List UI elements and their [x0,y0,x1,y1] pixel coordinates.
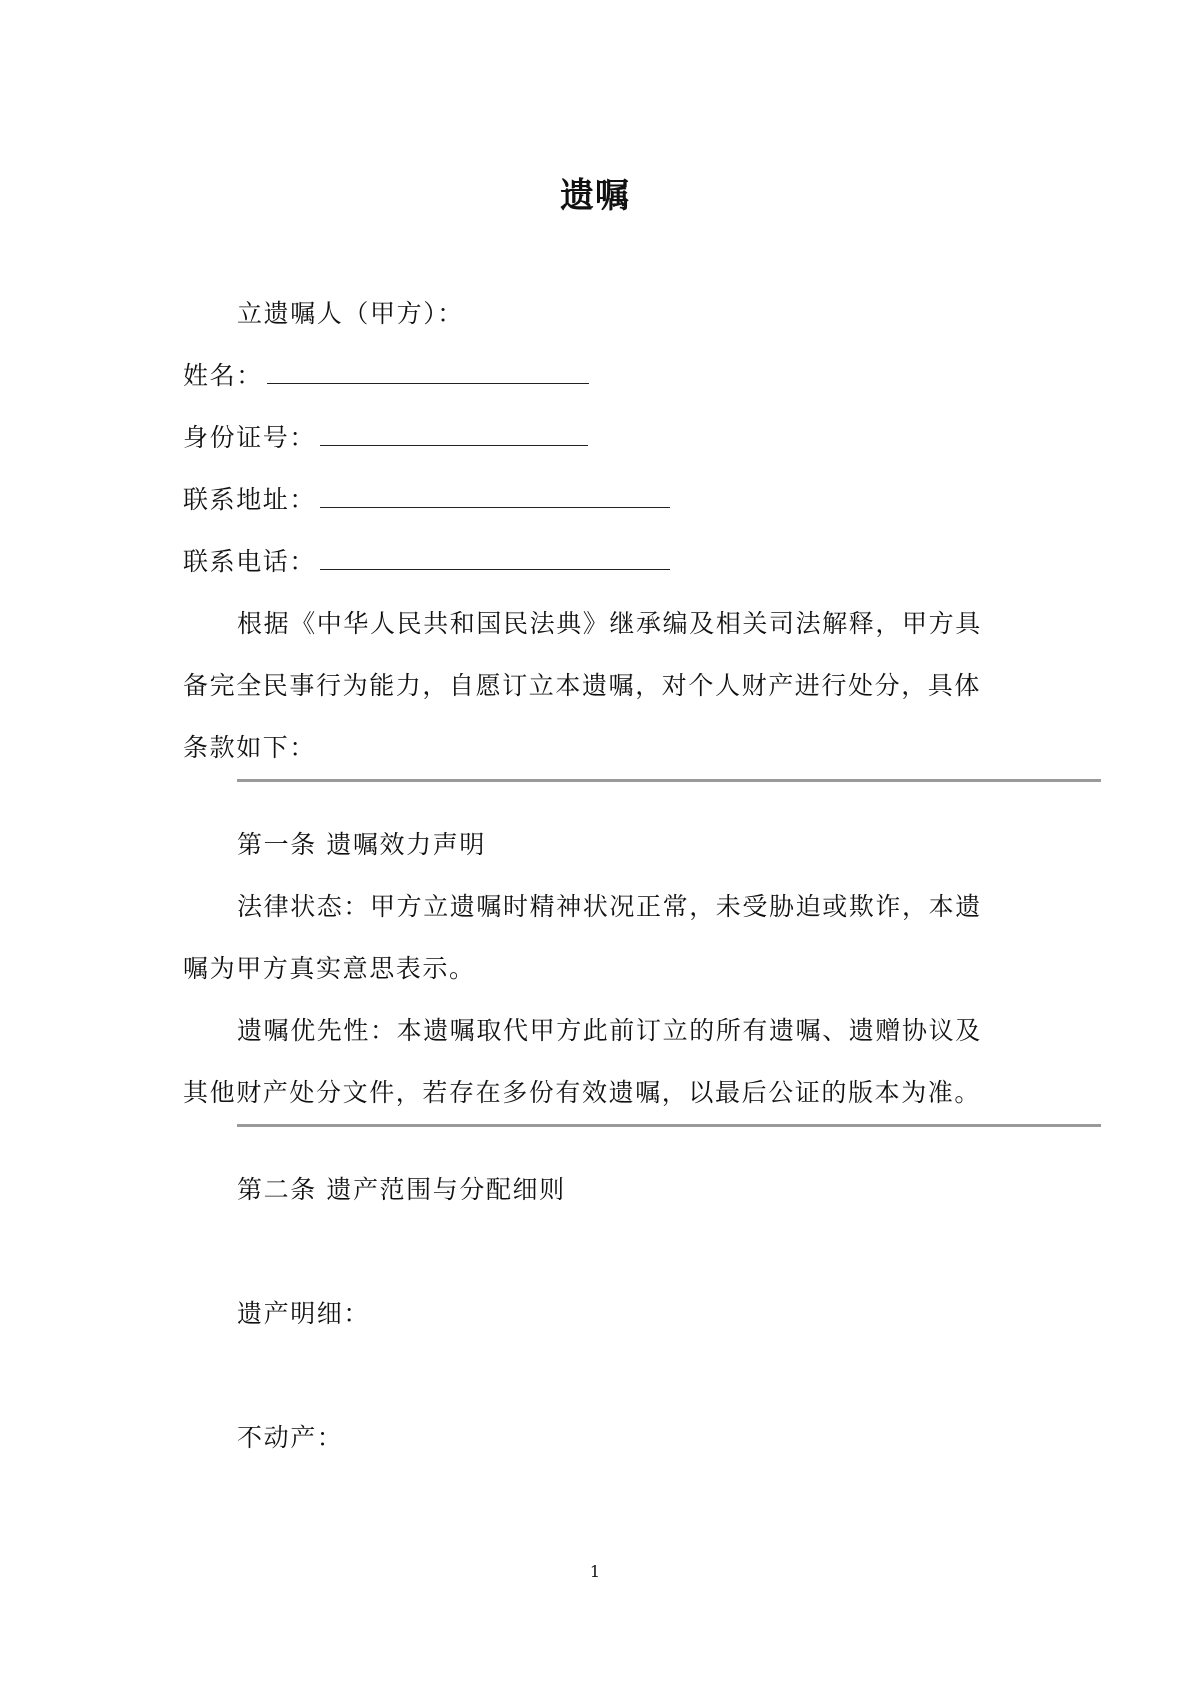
real-estate-label: 不动产： [237,1423,344,1452]
section-divider-2 [237,1124,1101,1127]
phone-field [183,546,670,578]
name-label: 姓名： [183,361,263,390]
address-field [183,484,670,516]
phone-label: 联系电话： [183,547,317,576]
page-number: 1 [589,1562,601,1581]
estate-details-label: 遗产明细： [237,1299,371,1328]
address-label: 联系地址： [183,485,317,514]
article1-p1-line1: 法律状态：甲方立遗嘱时精神状况正常，未受胁迫或欺诈，本遗 [237,892,982,921]
address-blank-line[interactable] [320,485,670,508]
name-field [183,360,589,392]
intro-line-3: 条款如下： [183,733,317,762]
article1-p2-line1: 遗嘱优先性：本遗嘱取代甲方此前订立的所有遗嘱、遗赠协议及 [237,1016,982,1045]
intro-line-2: 备完全民事行为能力，自愿订立本遗嘱，对个人财产进行处分，具体 [183,671,982,700]
id-field [183,422,588,454]
phone-blank-line[interactable] [320,547,670,570]
article1-p1-line2: 嘱为甲方真实意思表示。 [183,954,476,983]
intro-line-1: 根据《中华人民共和国民法典》继承编及相关司法解释，甲方具 [237,609,982,638]
id-label: 身份证号： [183,423,317,452]
document-title: 遗嘱 [560,176,630,216]
testator-heading: 立遗嘱人（甲方）： [237,299,464,328]
id-blank-line[interactable] [320,423,588,446]
article1-heading: 第一条 遗嘱效力声明 [237,830,486,859]
article2-heading: 第二条 遗产范围与分配细则 [237,1175,566,1204]
name-blank-line[interactable] [267,361,589,384]
article1-p2-line2: 其他财产处分文件，若存在多份有效遗嘱，以最后公证的版本为准。 [183,1078,982,1107]
section-divider-1 [237,779,1101,782]
